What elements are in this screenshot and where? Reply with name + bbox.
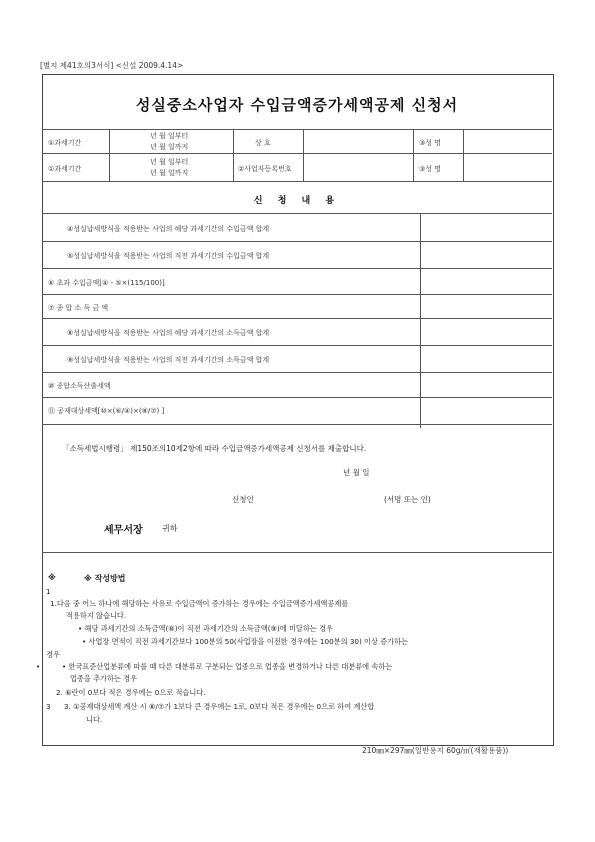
form-reference: [별지 제41호의3서식] <신설 2009.4.14> (40, 61, 184, 70)
period-from-1: 년 월 일부터 (150, 132, 189, 140)
guide-line-1: 1.다음 중 어느 하나에 해당하는 사유로 수입금액이 증가하는 경우에는 수입금액증가세액공제를 (50, 599, 349, 608)
guide-title: ※ 작성방법 (84, 574, 126, 583)
applicant-label: 신청인 (232, 495, 254, 504)
name-field-1[interactable] (464, 132, 550, 152)
row-11-deductible-tax: ⑪ 공제대상세액[⑩×(⑥/④)×(⑧/⑦) ] (48, 407, 165, 415)
guide-mark: ※ (48, 573, 56, 582)
guide-line-2: 적용하지 않습니다. (66, 611, 127, 620)
guide-line-7: • 한국표준산업분류에 따를 때 다른 대분류로 구분되는 업종으로 업종을 변경하거나 다른 대분류에 속하는 (62, 662, 393, 671)
period-from-2: 년 월 일부터 (150, 158, 189, 166)
guide-line-11: 3. ①공제대상세액 계산 시 ⑧/⑦가 1보다 큰 경우에는 1로, 0보다 적은 경우에는 0으로 하여 계산합 (64, 702, 375, 711)
row-9-amount-field[interactable] (422, 347, 550, 370)
business-name-field[interactable] (304, 132, 412, 152)
tax-office: 세무서장 (104, 525, 143, 536)
row-4-current-revenue: ④성실납세방식을 적용받는 사업의 해당 과세기간의 수입금액 합계 (67, 225, 270, 233)
form-title: 성실중소사업자 수입금액증가세액공제 신청서 (135, 96, 459, 114)
row-5-prior-revenue: ⑤성실납세방식을 적용받는 사업의 직전 과세기간의 수입금액 합계 (67, 252, 270, 260)
row-6-amount-field[interactable] (422, 270, 550, 292)
declaration-text: 「소득세법시행령」 제150조의10제2항에 따라 수입금액증가세액공제 신청서를 제출합니다. (62, 444, 367, 453)
tax-office-suffix: 귀하 (162, 524, 178, 533)
name-field-2[interactable] (464, 156, 550, 178)
row-6-excess-revenue: ⑥ 초과 수입금액[④ - ⑤×(115/100)] (48, 279, 165, 287)
guide-line-6: • (36, 662, 41, 671)
period-label-2: ①과세기간 (48, 165, 82, 173)
date-line: 년 월 일 (343, 468, 370, 477)
business-name-label: 상 호 (255, 139, 271, 147)
row-9-prior-income: ⑨성실납세방식을 적용받는 사업의 직전 과세기간의 소득금액 합계 (67, 356, 270, 364)
row-5-amount-field[interactable] (422, 243, 550, 266)
guide-line-0: 1 (46, 587, 51, 596)
period-to-1: 년 월 일까지 (150, 143, 189, 151)
name-label-1: ③성 명 (419, 139, 442, 147)
row-4-amount-field[interactable] (422, 216, 550, 239)
row-7-amount-field[interactable] (422, 296, 550, 316)
period-label-1: ①과세기간 (48, 139, 82, 147)
guide-line-3: • 해당 과세기간의 소득금액(⑧)이 직전 과세기간의 소득금액(⑨)에 미달하는 경우 (78, 624, 333, 633)
guide-line-4: • 사업장 면적이 직전 과세기간보다 100분의 50(사업장을 이전한 경우에는 100분의 30) 이상 증가하는 (82, 637, 409, 646)
row-11-amount-field[interactable] (422, 399, 550, 422)
row-10-amount-field[interactable] (422, 374, 550, 395)
name-label-2: ③성 명 (419, 165, 442, 173)
guide-line-12: 니다. (86, 715, 103, 724)
guide-line-8: 업종을 추가하는 경우 (70, 674, 138, 683)
guide-line-9: 2. ⑥란이 0보다 적은 경우에는 0으로 적습니다. (56, 688, 206, 697)
guide-line-10: 3 (46, 702, 51, 711)
period-to-2: 년 월 일까지 (150, 169, 189, 177)
signature-note: (서명 또는 인) (384, 495, 431, 504)
row-7-total-income: ⑦ 종 합 소 득 금 액 (48, 304, 109, 312)
section-title: 신 청 내 용 (253, 196, 341, 206)
row-8-current-income: ⑧성실납세방식을 적용받는 사업의 해당 과세기간의 소득금액 합계 (67, 329, 270, 337)
row-8-amount-field[interactable] (422, 320, 550, 343)
row-10-calculated-tax: ⑩ 종합소득산출세액 (48, 382, 111, 390)
business-reg-number-label: ②사업자등록번호 (238, 165, 292, 173)
business-reg-number-field[interactable] (304, 156, 412, 178)
paper-spec-footer: 210㎜×297㎜(일반용지 60g/㎡(재활용품)) (362, 746, 509, 755)
guide-line-5: 경우 (46, 650, 60, 659)
